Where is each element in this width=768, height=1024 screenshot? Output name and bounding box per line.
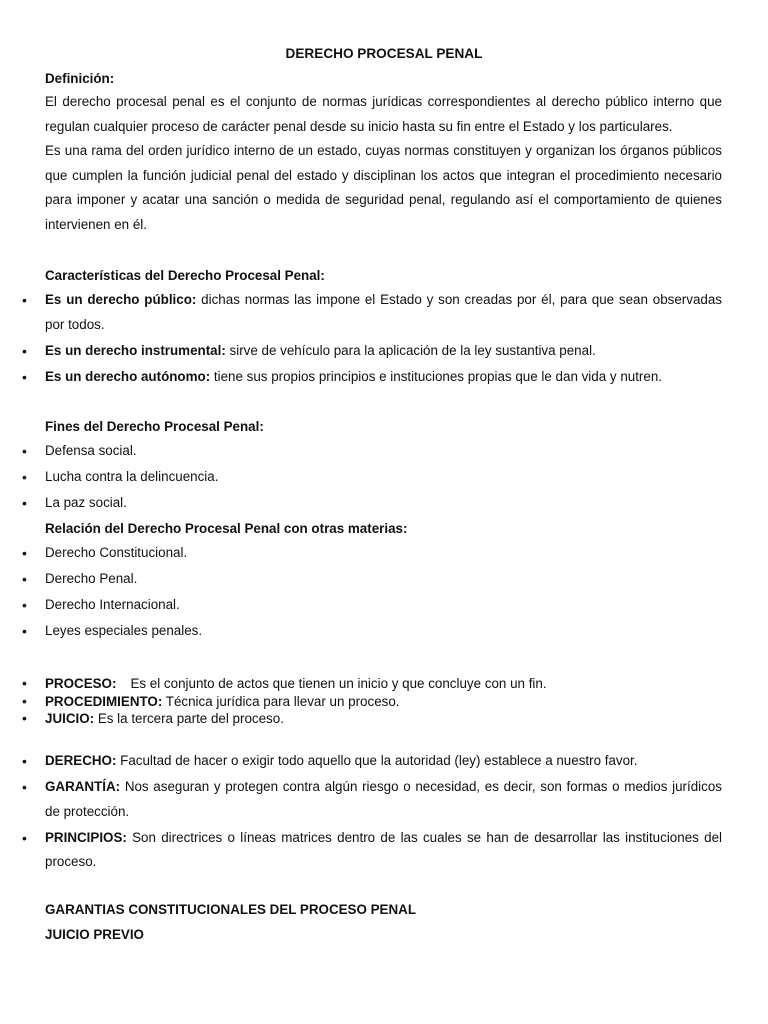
list-item: • Lucha contra la delincuencia. [45, 465, 722, 490]
list-item [45, 749, 722, 774]
list-item: • Derecho Penal. [45, 567, 722, 592]
relations-list [45, 541, 722, 644]
aims-section [45, 417, 722, 517]
list-item [45, 710, 722, 728]
item-label: GARANTÍA: [45, 779, 121, 794]
concepts-list [45, 749, 722, 875]
list-item: • Defensa social. [45, 439, 722, 464]
page-title: DERECHO PROCESAL PENAL [285, 46, 483, 61]
list-item: • La paz social. [45, 491, 722, 516]
list-item [45, 365, 722, 390]
item-label: PROCESO: [45, 676, 117, 691]
list-item [45, 339, 722, 364]
guarantees-heading: GARANTIAS CONSTITUCIONALES DEL PROCESO PENAL [45, 902, 416, 917]
item-label: JUICIO: [45, 711, 95, 726]
characteristics-list [45, 288, 722, 389]
terms-list [45, 675, 722, 728]
item-label: PRINCIPIOS: [45, 829, 127, 845]
guarantees-subheading: JUICIO PREVIO [45, 927, 144, 942]
concepts-section [45, 749, 722, 876]
relations-section [45, 519, 722, 645]
list-item [45, 826, 722, 875]
guarantees-section [45, 900, 722, 945]
list-item [45, 775, 722, 824]
list-item: • Derecho Internacional. [45, 593, 722, 618]
item-text: Son directrices o líneas matrices dentro de las cuales se han de desarrollar las instituciones del proceso. [45, 829, 722, 869]
item-text: dichas normas las impone el Estado y son creadas por él, para que sean observadas por todos. [45, 292, 722, 332]
aims-list [45, 439, 722, 516]
relations-heading: Relación del Derecho Procesal Penal con otras materias: [45, 521, 408, 536]
item-label: Es un derecho instrumental: [45, 342, 226, 358]
list-item: • Derecho Constitucional. [45, 541, 722, 566]
item-text: tiene sus propios principios e instituciones propias que le dan vida y nutren. [210, 368, 663, 384]
definition-paragraph-2: Es una rama del orden jurídico interno de un estado, cuyas normas constituyen y organizan los órganos públicos que cumplen la función judicial penal del estado y disciplinan los actos que integran el procedimiento necesario para imponer y acatar una sanción o medida de seguridad penal, regulando así el comportamiento de quienes intervienen en él. [45, 143, 722, 232]
definition-section [45, 69, 722, 237]
list-item [45, 288, 722, 337]
characteristics-section [45, 266, 722, 391]
item-text: Es el conjunto de actos que tienen un inicio y que concluye con un fin. [130, 676, 547, 691]
characteristics-heading: Características del Derecho Procesal Penal: [45, 268, 325, 283]
item-text: Nos aseguran y protegen contra algún riesgo o necesidad, es decir, son formas o medios jurídicos de protección. [45, 779, 722, 819]
terms-section [45, 675, 722, 728]
definition-heading: Definición: [45, 71, 115, 86]
item-text: Técnica jurídica para llevar un proceso. [162, 693, 400, 709]
list-item: • Leyes especiales penales. [45, 619, 722, 644]
item-label: Es un derecho público: [45, 292, 197, 307]
item-text: Facultad de hacer o exigir todo aquello que la autoridad (ley) establece a nuestro favor. [116, 753, 638, 768]
item-label: Es un derecho autónomo: [45, 368, 211, 384]
item-label: DERECHO: [45, 753, 117, 768]
item-text: sirve de vehículo para la aplicación de la ley sustantiva penal. [225, 342, 596, 358]
list-item [45, 675, 722, 693]
aims-heading: Fines del Derecho Procesal Penal: [45, 419, 264, 434]
item-label: PROCEDIMIENTO: [45, 693, 163, 709]
list-item [45, 693, 722, 711]
item-text: Es la tercera parte del proceso. [94, 711, 284, 726]
definition-paragraph-1: El derecho procesal penal es el conjunto de normas jurídicas correspondientes al derecho público interno que regulan cualquier proceso de carácter penal desde su inicio hasta su fin entre el Estado y los particulares. [45, 94, 722, 134]
